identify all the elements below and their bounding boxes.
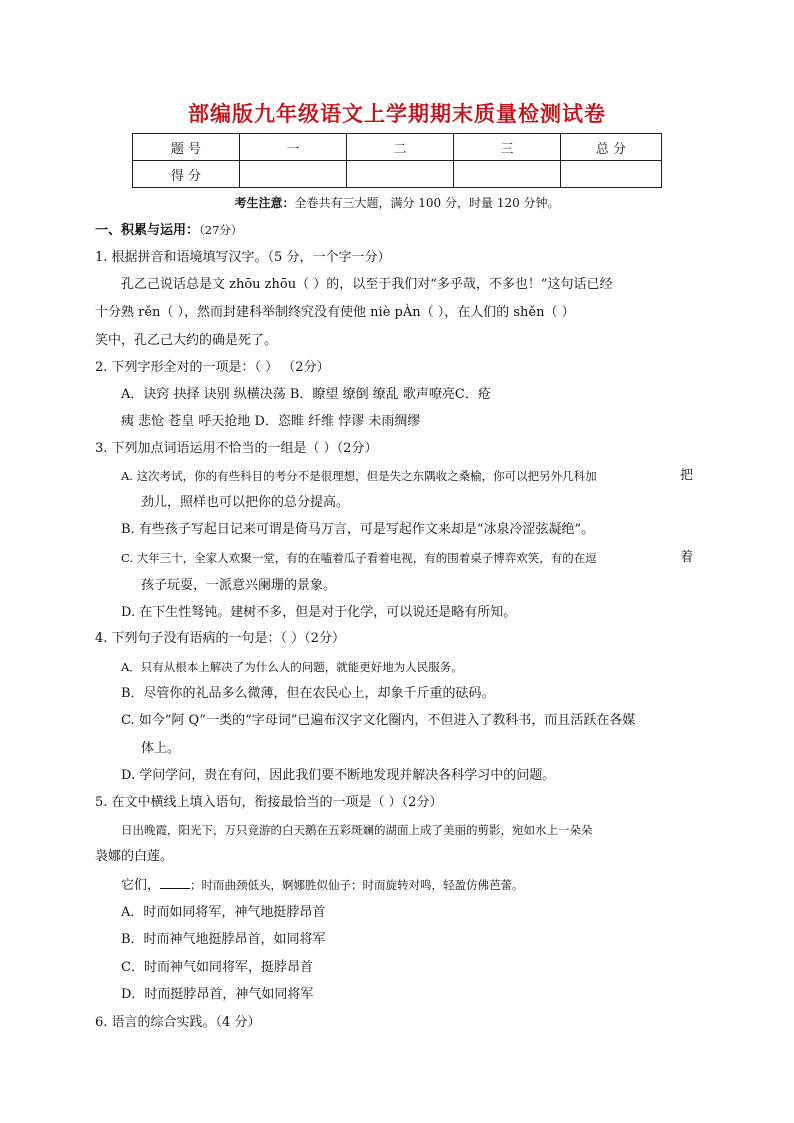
question-5-option-b: B．时而神气地挺脖昂首，如同将军 <box>121 932 326 947</box>
question-5-option-c: C．时而神气如同将军，挺脖昂首 <box>121 960 313 975</box>
section-heading: 一、积累与运用：（27分） <box>95 223 243 238</box>
score-cell[interactable] <box>561 161 662 188</box>
question-4-option-d: D. 学问学问，贵在有问，因此我们要不断地发现并解决各科学习中的问题。 <box>121 768 556 783</box>
question-3-stem: 3. 下列加点词语运用不恰当的一组是（ ）（2分） <box>95 441 378 456</box>
question-2-stem: 2. 下列字形全对的一项是：（ ） （2分） <box>95 360 330 375</box>
question-5-stem: 5. 在文中横线上填入语句，衔接最恰当的一项是（ ）（2分） <box>95 795 443 810</box>
table-cell: 二 <box>347 134 454 161</box>
question-5-option-d: D．时而挺脖昂首，神气如同将军 <box>121 987 314 1002</box>
table-cell: 一 <box>240 134 347 161</box>
question-4-option-a: A．只有从根本上解决了为什么人的问题，就能更好地为人民服务。 <box>121 660 463 674</box>
question-4-option-c: C. 如今“阿 Q”一类的“字母词”已遍布汉字文化圈内，不但进入了教科书，而且活跃在各媒 <box>121 713 636 728</box>
question-3-option-d: D. 在下生性驽钝。建树不多，但是对于化学，可以说还是略有所知。 <box>121 605 517 620</box>
question-3-option-a: 劲儿，照样也可以把你的总分提高。 <box>141 495 350 510</box>
score-table <box>132 133 662 188</box>
fill-blank[interactable] <box>160 877 190 889</box>
question-5-passage: 袅娜的白莲。 <box>95 849 174 864</box>
notice-label: 考生注意： <box>234 196 295 210</box>
question-1-line: 十分熟 rěn（ ），然而封建科举制终究没有使他 niè pÀn（ ），在人们的 shěn（ ） <box>95 305 575 320</box>
question-6-stem: 6. 语言的综合实践。（4 分） <box>95 1015 261 1030</box>
question-5-passage: 它们， ；时而曲颈低头，婀娜胜似仙子；时而旋转对鸣，轻盈仿佛芭蕾。 <box>121 878 524 893</box>
table-cell: 题 号 <box>133 134 240 161</box>
score-cell[interactable] <box>454 161 561 188</box>
question-5-passage: 日出晚霞，阳光下，万只竞游的白天鹅在五彩斑斓的湖面上成了美丽的剪影，宛如水上一朵朵 <box>121 823 593 837</box>
score-cell[interactable] <box>347 161 454 188</box>
question-3-option-a-tail: 把 <box>680 468 694 483</box>
question-1-line: 孔乙己说话总是文 zhōu zhōu（ ）的，以至于我们对“多乎哉，不多也！”这句话已经 <box>121 277 613 292</box>
table-cell: 总 分 <box>561 134 662 161</box>
score-table-header-row <box>133 134 662 161</box>
question-1-line: 笑中，孔乙己大约的确是死了。 <box>95 333 278 348</box>
score-cell[interactable] <box>240 161 347 188</box>
score-table-score-row <box>133 161 662 188</box>
question-3-option-c-tail: 着 <box>680 550 694 565</box>
question-1-stem: 1. 根据拼音和语境填写汉字。（5 分，一个字一分） <box>95 250 391 265</box>
table-cell: 得 分 <box>133 161 240 188</box>
question-5-option-a: A．时而如同将军，神气地挺脖昂首 <box>121 905 326 920</box>
question-3-option-c: 孩子玩耍，一派意兴阑珊的景象。 <box>141 578 337 593</box>
page-title: 部编版九年级语文上学期期末质量检测试卷 <box>188 102 606 126</box>
question-3-option-a: A. 这次考试，你的有些科目的考分不是很理想，但是失之东隅收之桑榆，你可以把另外几科加 <box>121 469 597 483</box>
notice-text: 全卷共有三大题，满分 100 分，时量 120 分钟。 <box>294 196 560 210</box>
question-2-option: A．诀窍 抉择 诀别 纵横决荡 B．瞭望 缭倒 缭乱 歌声嘹亮C．疮 <box>121 387 491 402</box>
question-3-option-b: B. 有些孩子写起日记来可谓是倚马万言，可是写起作文来却是“冰泉冷涩弦凝绝”。 <box>121 522 595 537</box>
table-cell: 三 <box>454 134 561 161</box>
exam-notice <box>0 194 794 211</box>
question-4-option-b: B．尽管你的礼品多么微薄，但在农民心上，却象千斤重的砝码。 <box>121 686 495 701</box>
question-4-stem: 4. 下列句子没有语病的一句是：（ ）（2分） <box>95 631 345 646</box>
question-3-option-c: C. 大年三十，全家人欢聚一堂，有的在嗑着瓜子看着电视，有的围着桌子博弈欢笑，有的在逗 <box>121 551 597 565</box>
question-4-option-c: 体上。 <box>141 741 181 756</box>
question-2-option: 痍 悲怆 苍皇 呼天抢地 D．恣睢 纤维 悖谬 未雨绸缪 <box>121 414 421 429</box>
